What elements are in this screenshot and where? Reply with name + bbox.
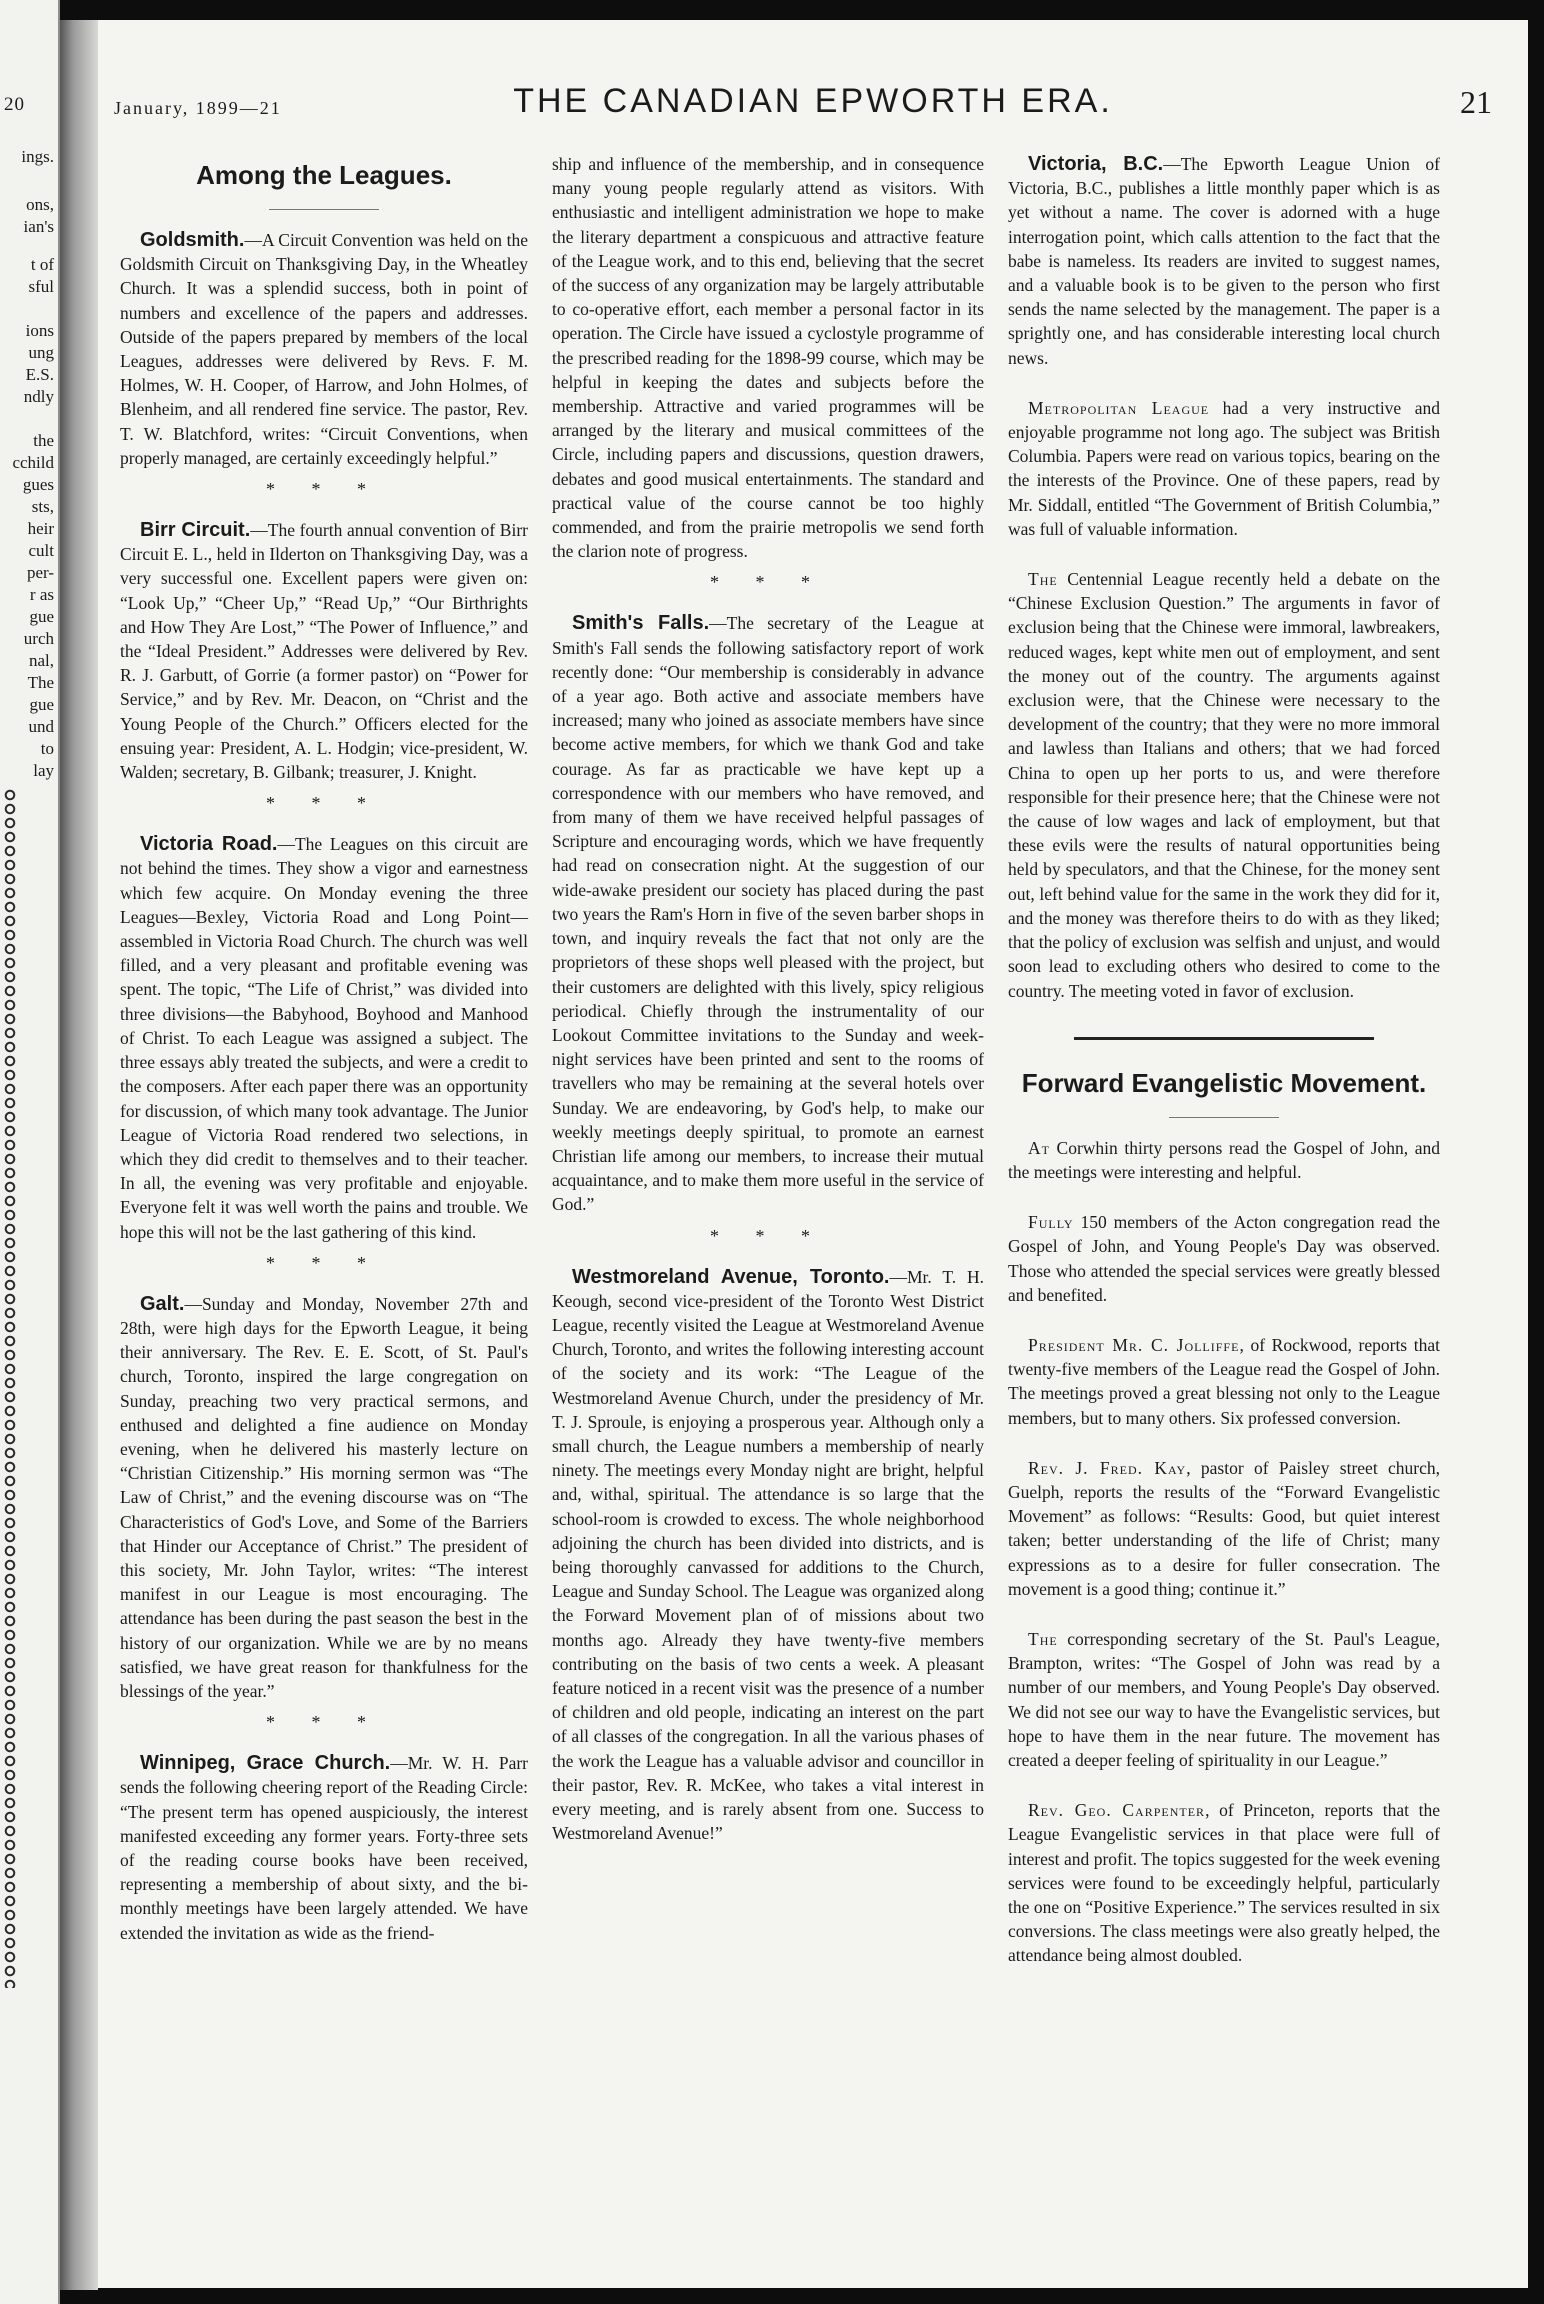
section-rule (269, 209, 379, 210)
gutter-shadow (60, 20, 98, 2290)
separator-stars: * * * (266, 479, 382, 500)
separator-stars: * * * (266, 793, 382, 814)
section-rule (1169, 1117, 1279, 1118)
article-metropolitan-league (1008, 396, 1440, 541)
article-smiths-falls (552, 611, 984, 1216)
facing-page-fragment: gues (22, 475, 54, 494)
facing-page-fragment: sful (28, 277, 54, 296)
article-body: —The secretary of the League at Smith's Fall sends the following satisfactory report of work recently done: “Our membership is considerably in advance of a year ago. Both active and associate members have increased; many who joined as associate members have since become active members, for which we thank God and take courage. As far as practicable we have kept up a correspondence with our members who have removed, and from many of them we have received helpful passages of Scripture and encouraging words, which we have frequently had read on consecration night. At the suggestion of our wide-awake president our society has placed during the past two years the Ram's Horn in five of the seven barber shops in town, and inquiry reveals the fact that not only are the proprietors of these shops well pleased with the project, but their customers are delighted with this lively, spicy religious periodical. Chiefly through the instrumentality of our Lookout Committee invitations to the Sunday and week-night services have been printed and sent to the rooms of travellers who may be remaining at the several hotels over Sunday. We are endeavoring, by God's help, to make our weekly meetings deeply spiritual, to promote an earnest Christian life among our members, to increase their mutual acquaintance, and to make them more useful in the service of God.” (552, 613, 984, 1215)
article-smallcaps-lead: Fully (1028, 1212, 1074, 1233)
article-body: —The fourth annual convention of Birr Circuit E. L., held in Ilderton on Thanksgiving Day, was a very successful one. Excellent papers were given on: “Look Up,” “Cheer Up,” “Read Up,” “Our Birthrights and How They Are Lost,” “The Power of Influence,” and the “Ideal President.” Addresses were delivered by Rev. R. J. Garbutt, of Gorrie (a former pastor) on “Power for Service,” and by Rev. Mr. Deacon, on “Christ and the Young People of the Church.” Officers elected for the ensuing year: President, A. L. Hodgin; vice-president, W. Walden; secretary, B. Gilbank; treasurer, J. Knight. (120, 520, 528, 783)
article-body: 150 members of the Acton congregation read the Gospel of John, and Young People's Day was observed. Those who attended the special services were greatly blessed and benefited. (1008, 1212, 1440, 1305)
article-winnipeg-continued (552, 152, 984, 563)
article-body: ship and influence of the membership, and in consequence many young people regularly attend as visitors. With enthusiastic and intelligent administration we hope to make the literary department a conspicuous and attractive feature of the League work, and to this end, believing that the secret of the success of any organization may be largely attributable to co-operative effort, each member a personal factor in its operation. The Circle have issued a cyclostyle programme of the prescribed reading for the 1898-99 course, which may be helpful in keeping the dates and subjects before the membership. Attractive and varied programmes will be arranged by the literary and musical committees of the Circle, including papers and discussions, question drawers, debates and good musical entertainments. The standard and practical value of the course cannot be too highly commended, and from the prairie metropolis we send forth the clarion note of progress. (552, 154, 984, 562)
article-victoria-bc (1008, 152, 1440, 370)
paragraph-gap (1008, 1184, 1440, 1210)
facing-page-fragment: gue (29, 695, 54, 714)
paragraph-gap (1008, 1430, 1440, 1456)
publication-title: THE CANADIAN EPWORTH ERA. (513, 82, 1113, 120)
magazine-page (98, 20, 1528, 2288)
facing-page-fragment: heir (27, 519, 54, 538)
article-westmoreland-avenue (552, 1265, 984, 1846)
facing-page-fragment: ndly (23, 387, 54, 406)
article-smallcaps-lead: President Mr. C. Jolliffe (1028, 1334, 1240, 1355)
facing-page-fragment: urch (23, 629, 54, 648)
paragraph-gap (1008, 1601, 1440, 1627)
article-body: had a very instructive and enjoyable programme not long ago. The subject was British Columbia. Papers were read on various topics, bearing on the the interests of the Province. One of these papers, read by Mr. Siddall, entitled “The Government of British Columbia,” was full of valuable information. (1008, 397, 1440, 539)
article-winnipeg-grace-church (120, 1751, 528, 1945)
article-smallcaps-lead: At (1028, 1137, 1050, 1158)
column-1 (120, 152, 528, 1945)
facing-page-fragment: r as (29, 585, 54, 604)
article-heading: Winnipeg, Grace Church. (140, 1752, 391, 1775)
facing-page-fragment: The (27, 673, 54, 692)
separator-stars: * * * (710, 572, 826, 593)
article-goldsmith (120, 228, 528, 470)
separator-stars: * * * (266, 1712, 382, 1733)
article-body: , of Princeton, reports that the League Evangelistic services in that place were full of interest and profit. The topics suggested for the week evening services were found to be exceedingly helpful, particularly the one on “Positive Experience.” The services resulted in six conversions. The class meetings were also greatly helped, the attendance being almost doubled. (1008, 1800, 1440, 1966)
article-galt (120, 1292, 528, 1703)
item-rockwood (1008, 1333, 1440, 1430)
item-corwhin (1008, 1136, 1440, 1184)
facing-page-fragment: E.S. (25, 365, 54, 384)
article-body: —Mr. T. H. Keough, second vice-president of the Toronto West District League, recently visited the League at Westmoreland Avenue Church, Toronto, and writes the following interesting account of the society and its work: “The League of the Westmoreland Avenue Church, under the presidency of Mr. T. J. Sproule, is enjoying a prosperous year. Although only a small church, the League numbers a membership of nearly ninety. The meetings every Monday night are bright, helpful and, withal, spiritual. The attendance is so large that the school-room is crowded to excess. The whole neighborhood adjoining the church has been divided into districts, and is being thoroughly canvassed for additions to the Church, League and Sunday School. The League was organized along the Forward Movement plan of of missions about two months ago. Already they have twenty-five members contributing on the basis of two cents a week. A pleasant feature noticed in a recent visit was the presence of a number of children and old people, indicating an interest on the part of all classes of the congregation. In all the various phases of the work the League has a valuable advisor and councillor in their pastor, Rev. R. McKee, who takes a vital interest in every meeting, and is rarely absent from one. Success to Westmoreland Avenue!” (552, 1266, 984, 1844)
article-heading: Goldsmith. (140, 229, 245, 251)
article-victoria-road (120, 832, 528, 1243)
article-body: , of Rockwood, reports that twenty-five members of the League read the Gospel of John. The meetings proved a great blessing not only to the League members, but to many others. Six professed conversion. (1008, 1334, 1440, 1428)
facing-page-fragment: per- (26, 563, 54, 582)
article-body: —The Leagues on this circuit are not behind the times. They show a vigor and earnestness which few acquire. On Monday evening the three Leagues—Bexley, Victoria Road and Long Point—assembled in Victoria Road Church. The church was well filled, and a very pleasant and profitable evening was spent. The topic, “The Life of Christ,” was divided into three divisions—the Babyhood, Boyhood and Manhood of Christ. To each League was assigned a subject. The three essays ably treated the subjects, and were a credit to the composers. After each paper there was an opportunity for discussion, of which many took advantage. The Junior League of Victoria Road rendered two selections, in which they did credit to themselves and to their teacher. In all, the evening was very profitable and enjoyable. Everyone felt it was well worth the pains and trouble. We hope this will not be the last gathering of this kind. (120, 834, 528, 1242)
article-body: corresponding secretary of the St. Paul's League, Brampton, writes: “The Gospel of John was read by a number of our members, and Young People's Day observed. We did not see our way to have the Evangelistic services, but hope to have them in the near future. The movement has created a deeper feeling of spirituality in our League.” (1008, 1628, 1440, 1770)
paragraph-gap (1008, 1772, 1440, 1798)
article-smallcaps-lead: Rev. Geo. Carpenter (1028, 1800, 1206, 1821)
facing-page-fragment: ions (25, 321, 54, 340)
article-heading: Galt. (140, 1292, 185, 1315)
page-number: 21 (1460, 84, 1492, 120)
column-3 (1008, 152, 1440, 1968)
facing-page-fragment: cchild (12, 453, 54, 472)
article-body: —Mr. W. H. Parr sends the following cheering report of the Reading Circle: “The present term has opened auspiciously, the interest manifested exceeding any former years. Forty-three sets of the reading course books have been received, representing a membership of about sixty, and the bi-monthly meetings have been largely attended. We have extended the invitation as wide as the friend- (120, 1753, 528, 1943)
section-title-among-the-leagues: Among the Leagues. (196, 160, 452, 190)
article-centennial-league (1008, 567, 1440, 1003)
article-body: Centennial League recently held a debate on the “Chinese Exclusion Question.” The arguments in favor of exclusion being that the Chinese were immoral, lawbreakers, reduced wages, kept white men out of employment, and sent the money out of the country. The arguments against exclusion were, that the Chinese were necessary to the development of the country; that they were no more immoral and lawless than Italians and others; that we had forced China to open up her ports to us, and were therefore responsible for their presence here; that the Chinese were not the cause of low wages and lack of employment, but that these evils were the results of natural opportunities being held by speculators, and that the Chinese, for the money sent out, left behind value for the same in the work they did for it, and the money was therefore theirs to do with as they liked; that the policy of exclusion was selfish and unjust, and would soon lead to excluding others who desired to come to the country. The meeting voted in favor of exclusion. (1008, 569, 1440, 1001)
facing-page-fragment: gue (29, 607, 54, 626)
facing-page-fragment: the (33, 431, 54, 450)
facing-page-fragment: cult (28, 541, 54, 560)
column-2 (552, 152, 984, 1845)
facing-page-fragment: und (28, 717, 54, 736)
facing-page-fragment: to (40, 739, 54, 758)
separator-stars: * * * (710, 1225, 826, 1246)
facing-page-fragment: t of (30, 255, 54, 274)
facing-page-fragment: ons, (26, 195, 54, 214)
item-princeton (1008, 1798, 1440, 1967)
article-body: —Sunday and Monday, November 27th and 28th, were high days for the Epworth League, it being their anniversary. The Rev. E. E. Scott, of St. Paul's church, Toronto, inspired the large congregation on Sunday, preaching two very practical sermons, and enthused and delighted a fine audience on Monday evening, when he delivered his masterly lecture on “Christian Citizenship.” His morning sermon was “The Law of Christ,” and the evening discourse was on “The Characteristics of God's Love, and Some of the Barriers that Hinder our Acceptance of Christ.” The president of this society, Mr. John Taylor, writes: “The interest manifest in our League is most encouraging. The attendance has been during the past season the best in the history of our organization. While we are by no means satisfied, we have great reason for thankfulness for the blessings of the year.” (120, 1293, 528, 1701)
section-divider (1074, 1037, 1374, 1040)
facing-page-number: 20 (4, 94, 25, 115)
section-title-forward-evangelistic-movement: Forward Evangelistic Movement. (1021, 1067, 1427, 1098)
facing-page-fragment: ian's (23, 217, 54, 236)
facing-page-fragment: ung (28, 343, 54, 362)
paragraph-gap (1008, 370, 1440, 396)
article-smallcaps-lead: The (1028, 1628, 1058, 1649)
item-guelph (1008, 1456, 1440, 1601)
paragraph-gap (1008, 1307, 1440, 1333)
article-smallcaps-lead: Rev. J. Fred. Kay (1028, 1457, 1187, 1478)
decorative-border-chain (3, 788, 17, 1988)
facing-page-fragment: sts, (31, 497, 54, 516)
article-heading: Victoria Road. (140, 833, 278, 856)
article-smallcaps-lead: The (1028, 569, 1058, 590)
facing-page-fragment: lay (33, 761, 54, 780)
article-body: , pastor of Paisley street church, Guelph, reports the results of the “Forward Evangelistic Movement” as follows: “Results: Good, but quiet interest taken; better understanding of the life of Christ; many expressions as to a desire for fuller consecration. The movement is a good thing; continue it.” (1008, 1457, 1440, 1599)
facing-page-fragment: nal, (28, 651, 54, 670)
separator-stars: * * * (266, 1252, 382, 1273)
item-brampton (1008, 1627, 1440, 1772)
running-head (98, 82, 1528, 130)
article-heading: Birr Circuit. (140, 519, 251, 542)
article-heading: Smith's Falls. (572, 612, 710, 635)
issue-date: January, 1899—21 (114, 98, 282, 118)
article-body: —The Epworth League Union of Victoria, B.C., publishes a little monthly paper which is as yet without a name. The cover is adorned with a huge interrogation point, which calls attention to the fact that the babe is nameless. Its readers are invited to suggest names, and a valuable book is to be given to the person who first sends the name selected by the management. The paper is a sprightly one, and has considerable interesting local church news. (1008, 154, 1440, 368)
article-body: —A Circuit Convention was held on the Goldsmith Circuit on Thanksgiving Day, in the Wheatley Church. It was a splendid success, both in point of numbers and excellence of the papers and addresses. Outside of the papers prepared by members of the local Leagues, addresses were delivered by Revs. F. M. Holmes, W. H. Cooper, of Harrow, and John Holmes, of Blenheim, and all rendered fine service. The pastor, Rev. T. W. Blatchford, writes: “Circuit Conventions, when properly managed, are certainly exceedingly helpful.” (120, 230, 528, 468)
article-smallcaps-lead: Metropolitan League (1028, 397, 1210, 418)
article-heading: Westmoreland Avenue, Toronto. (572, 1265, 890, 1288)
article-heading: Victoria, B.C. (1028, 153, 1164, 175)
article-birr-circuit (120, 518, 528, 784)
article-body: Corwhin thirty persons read the Gospel of John, and the meetings were interesting and helpful. (1008, 1137, 1440, 1182)
facing-page-edge (0, 0, 60, 2304)
paragraph-gap (1008, 541, 1440, 567)
facing-page-fragment: ings. (21, 147, 54, 166)
item-acton (1008, 1210, 1440, 1307)
